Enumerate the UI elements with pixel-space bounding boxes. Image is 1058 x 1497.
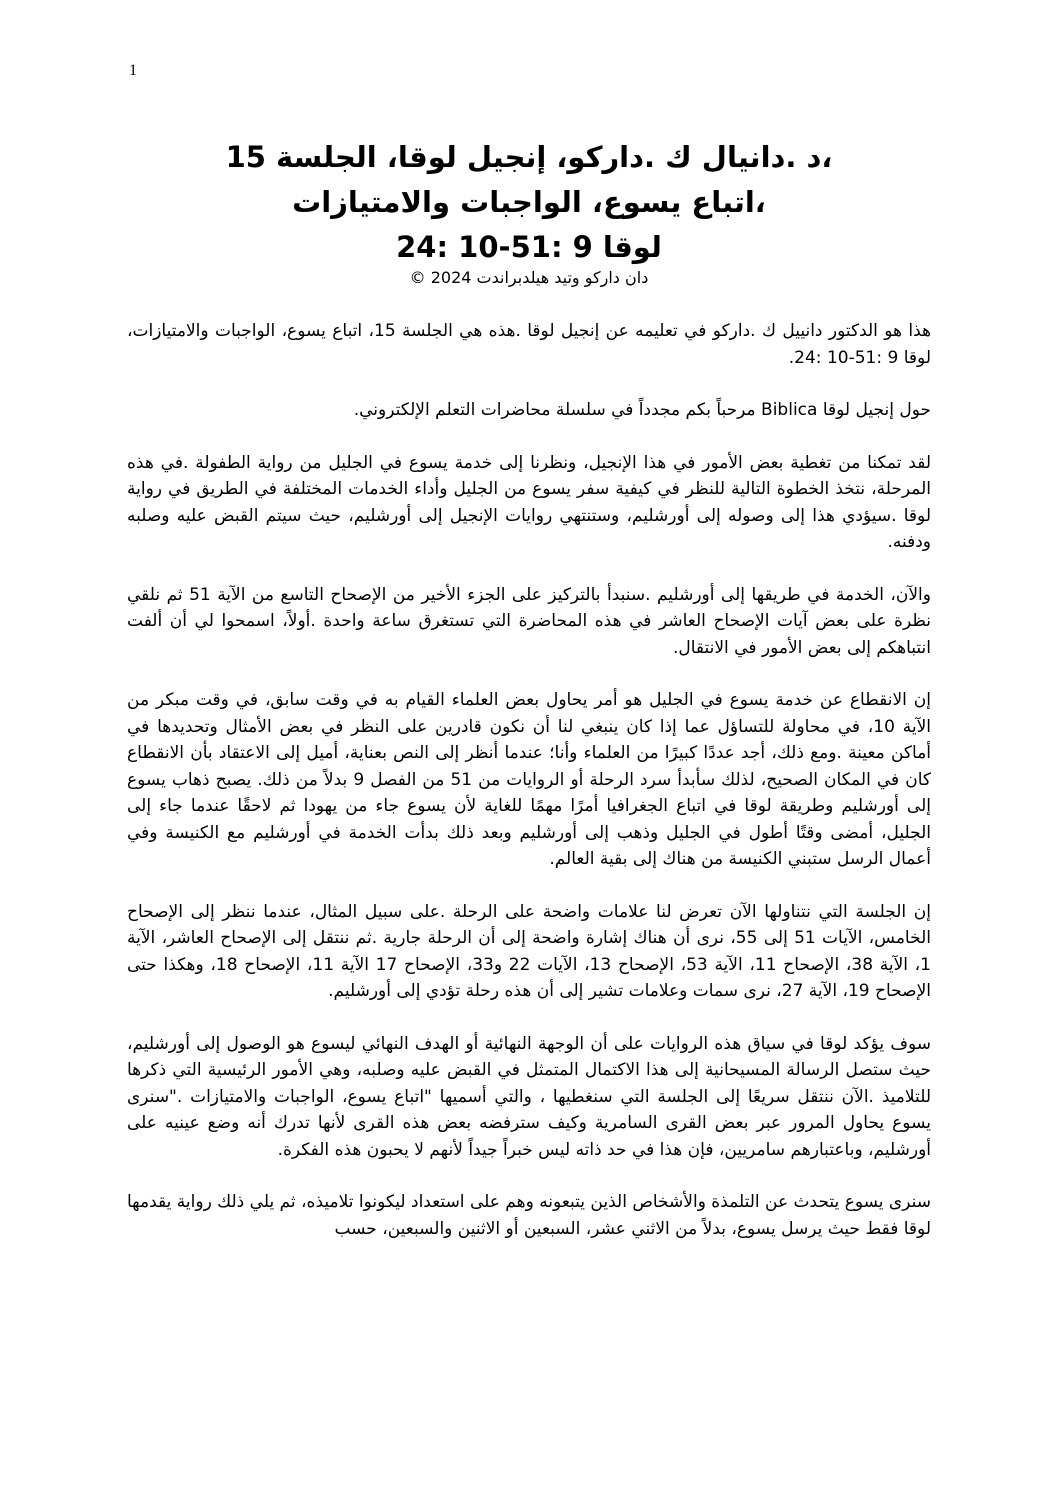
paragraph: إن الجلسة التي نتناولها الآن تعرض لنا علامات واضحة على الرحلة .على سبيل المثال، عندما ننظر إلى الإصحاح الخامس، الآيات 51 إلى 55، نرى أن هناك إشارة واضحة إلى أن الرحلة جارية .ثم ننتقل إلى الإصحاح العاشر، الآية 1، الآية 38، الإصحاح 11، الآية 53، الإصحاح 13، الآيات 22 و33، الإصحاح 17 الآية 11، الإصحاح 18، وهكذا حتى الإصحاح 19، الآية 27، نرى سمات وعلامات تشير إلى أن هذه رحلة تؤدي إلى أورشليم. — [127, 901, 931, 1001]
paragraph: سوف يؤكد لوقا في سياق هذه الروايات على أن الوجهة النهائية أو الهدف النهائي ليسوع هو الوصول إلى أورشليم، حيث ستصل الرسالة المسيحانية إلى هذا الاكتمال المتمثل في القبض عليه وصلبه، وهي الأمور الرئيسية التي ذكرها للتلاميذ .الآن ننتقل سريعًا إلى الجلسة التي سنغطيها ، والتي أسميها "اتباع يسوع، الواجبات والامتيازات ."سنرى يسوع يحاول المرور عبر بعض القرى السامرية وكيف سترفضه بعض هذه القرى لأنها تدرك أنه وضع عينيه على أورشليم، وباعتبارهم سامريين، فإن هذا في حد ذاته ليس خبراً جيداً لأنهم لا يحبون هذه الفكرة. — [127, 1033, 931, 1160]
paragraph: إن الانقطاع عن خدمة يسوع في الجليل هو أمر يحاول بعض العلماء القيام به في وقت سابق، في وقت مبكر من الآية 10، في محاولة للتساؤل عما إذا كان ينبغي لنا أن نكون قادرين على النظر في بعض الأمثال وتحديدها في أماكن معينة .ومع ذلك، أجد عددًا كبيرًا من العلماء وأنا؛ عندما أنظر إلى النص بعناية، أميل إلى الاعتقاد بأن الانقطاع كان في المكان الصحيح، لذلك سأبدأ سرد الرحلة أو الروايات من 51 من الفصل 9 بدلاً من ذلك. يصبح ذهاب يسوع إلى أورشليم وطريقة لوقا في اتباع الجغرافيا أمرًا مهمًا للغاية لأن يسوع جاء من يهودا ثم لاحقًا عندما جاء إلى الجليل، أمضى وقتًا أطول في الجليل وذهب إلى أورشليم وبعد ذلك بدأت الخدمة في أورشليم مع الكنيسة وفي أعمال الرسل ستبني الكنيسة من هناك إلى بقية العالم. — [127, 690, 931, 869]
paragraph: لقد تمكنا من تغطية بعض الأمور في هذا الإنجيل، ونظرنا إلى خدمة يسوع في الجليل من رواية الطفولة .في هذه المرحلة، نتخذ الخطوة التالية للنظر في كيفية سفر يسوع من الجليل وأداء الخدمات المختلفة في الطريق في رواية لوقا .سيؤدي هذا إلى وصوله إلى أورشليم، وستنتهي روايات الإنجيل إلى أورشليم، حيث سيتم القبض عليه وصلبه ودفنه. — [127, 452, 931, 552]
paragraph: حول إنجيل لوقا Biblica مرحباً بكم مجدداً في سلسلة محاضرات التعلم الإلكتروني. — [353, 400, 931, 420]
title-line: لوقا 9 :51-10 :24 — [396, 230, 662, 264]
page-number: 1 — [129, 62, 137, 79]
paragraph: سنرى يسوع يتحدث عن التلمذة والأشخاص الذين يتبعونه وهم على استعداد ليكونوا تلاميذه، ثم يلي ذلك رواية يقدمها لوقا فقط حيث يرسل يسوع، بدلاً من الاثني عشر، السبعين أو الاثنين والسبعين، حسب — [127, 1192, 931, 1239]
paragraph: والآن، الخدمة في طريقها إلى أورشليم .سنبدأ بالتركيز على الجزء الأخير من الإصحاح التاسع من الآية 51 ثم نلقي نظرة على بعض آيات الإصحاح العاشر في هذه المحاضرة التي تستغرق ساعة واحدة .أولاً، اسمحوا لي أن ألفت انتباهكم إلى بعض الأمور في الانتقال. — [127, 584, 931, 658]
document-title — [150, 135, 908, 270]
title-line: ،د .دانيال ك .داركو، إنجيل لوقا، الجلسة 15 — [225, 140, 833, 174]
paragraph: هذا هو الدكتور دانييل ك .داركو في تعليمه عن إنجيل لوقا .هذه هي الجلسة 15، اتباع يسوع، الواجبات والامتيازات، لوقا 9 :51-10 :24. — [127, 321, 931, 368]
title-line: ،اتباع يسوع، الواجبات والامتيازات — [292, 185, 766, 219]
copyright-line: دان داركو وتيد هيلدبراندت 2024 © — [409, 268, 649, 287]
body-text — [127, 318, 931, 1268]
